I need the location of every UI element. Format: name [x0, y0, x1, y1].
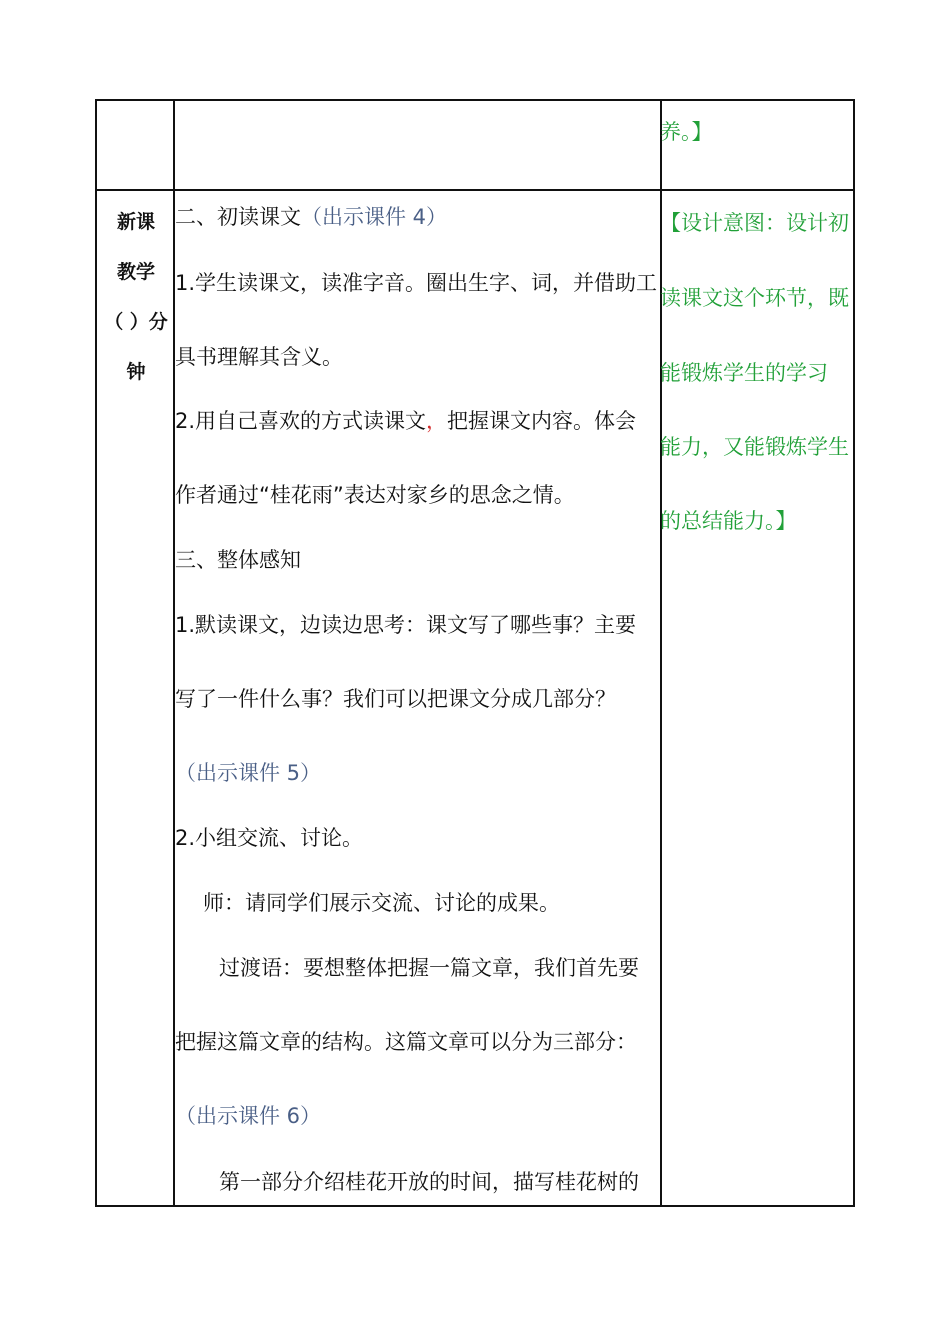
design-note-continuation: 养。】 — [660, 120, 713, 144]
table-border-bottom — [95, 1205, 855, 1207]
heading-initial-reading — [175, 207, 447, 228]
paragraph-2-line2: 作者通过“桂花雨”表达对家乡的思念之情。 — [175, 483, 575, 507]
courseware-ref-5: （出示课件 5） — [175, 761, 322, 785]
section-label-line4: 钟 — [126, 361, 146, 383]
table-border-right — [853, 99, 855, 1207]
paragraph-3-line1: 1.默读课文，边读边思考：课文写了哪些事？主要 — [175, 613, 637, 637]
paragraph-2-part-a: 2.用自己喜欢的方式读课文 — [175, 409, 427, 433]
heading-text: 二、初读课文 — [175, 205, 301, 229]
row-divider — [95, 189, 855, 191]
paragraph-2-line1 — [175, 411, 636, 432]
design-note-line2: 读课文这个环节，既 — [660, 286, 849, 310]
paragraph-4: 2.小组交流、讨论。 — [175, 826, 364, 850]
design-note-line1: 【设计意图：设计初 — [660, 211, 849, 235]
heading-overall-perception: 三、整体感知 — [175, 548, 301, 572]
paragraph-3-line2: 写了一件什么事？我们可以把课文分成几部分？ — [175, 687, 616, 711]
paragraph-7: 第一部分介绍桂花开放的时间，描写桂花树的 — [219, 1170, 639, 1194]
paragraph-1-line2: 具书理解其含义。 — [175, 345, 343, 369]
section-label-line3: （ ）分 — [104, 311, 168, 333]
column-divider-2 — [660, 99, 662, 1207]
paragraph-6-line2: 把握这篇文章的结构。这篇文章可以分为三部分： — [175, 1030, 637, 1054]
courseware-ref-6: （出示课件 6） — [175, 1104, 322, 1128]
paragraph-1-line1: 1.学生读课文，读准字音。圈出生字、词，并借助工 — [175, 271, 658, 295]
section-label-line1: 新课 — [116, 211, 155, 233]
table-border-top — [95, 99, 855, 101]
lesson-table — [95, 99, 855, 1207]
paragraph-2-part-c: 把握课文内容。体会 — [447, 409, 637, 433]
paragraph-5: 师：请同学们展示交流、讨论的成果。 — [203, 891, 560, 915]
paragraph-6-line1: 过渡语：要想整体把握一篇文章，我们首先要 — [219, 956, 639, 980]
paragraph-2-comma: ， — [426, 409, 448, 433]
section-label-line2: 教学 — [116, 261, 155, 283]
design-note-line3: 能锻炼学生的学习 — [660, 361, 828, 385]
design-note-line4: 能力，又能锻炼学生 — [660, 435, 849, 459]
design-note-line5: 的总结能力。】 — [660, 509, 797, 533]
courseware-ref-4: （出示课件 4） — [301, 205, 448, 229]
